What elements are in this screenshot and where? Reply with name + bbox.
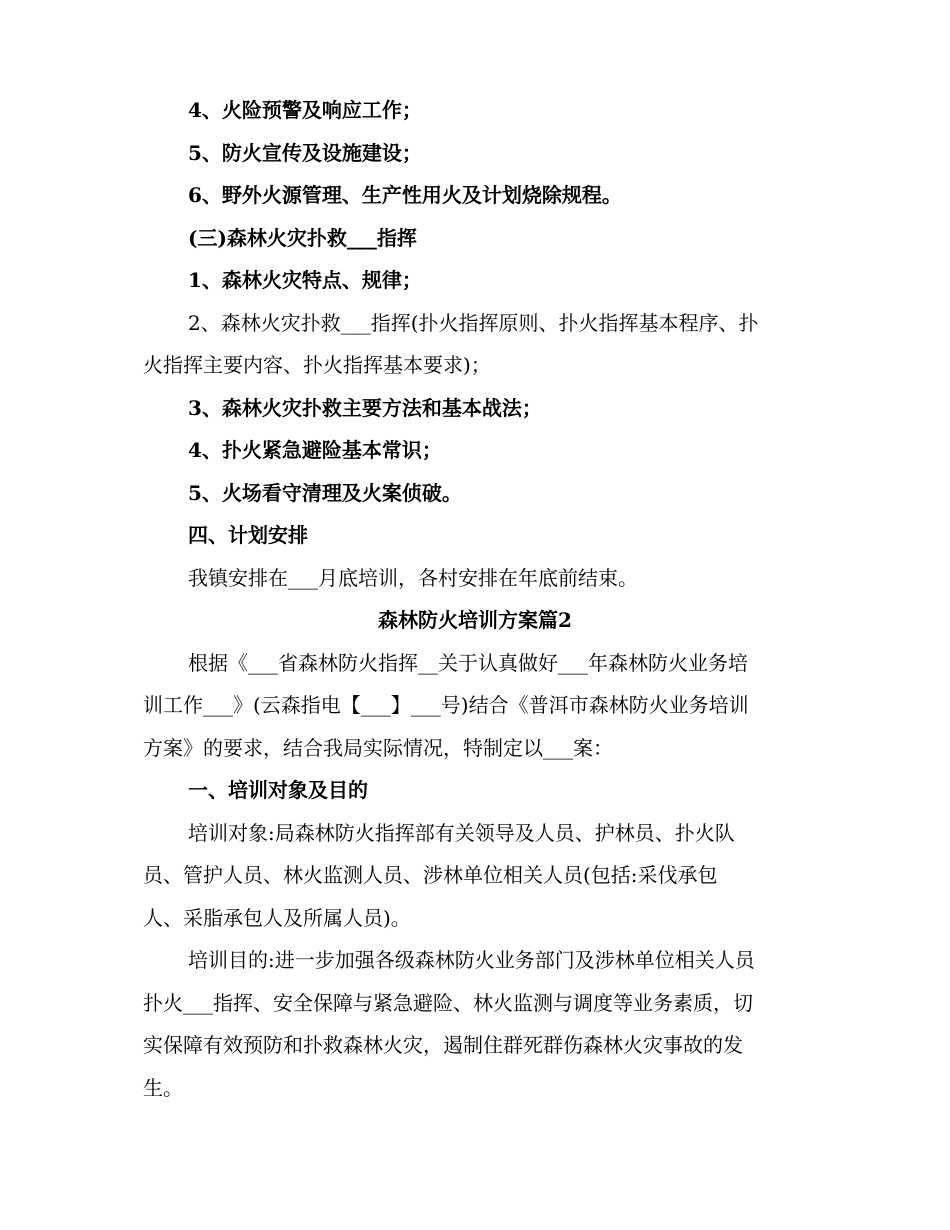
section-heading-training: 一、培训对象及目的 — [188, 778, 368, 802]
list-item-fire-scene: 5、火场看守清理及火案侦破。 — [188, 481, 462, 505]
paragraph-line: 员、管护人员、林火监测人员、涉林单位相关人员(包括:采伐承包 — [143, 863, 718, 887]
paragraph-line: 培训目的:进一步加强各级森林防火业务部门及涉林单位相关人员 — [188, 948, 755, 972]
section-title-text: 森林防火培训方案篇2 — [378, 608, 572, 632]
list-item-emergency: 4、扑火紧急避险基本常识； — [188, 438, 442, 462]
section-title — [0, 606, 950, 634]
paragraph-line: 2、森林火灾扑救___指挥(扑火指挥原则、扑火指挥基本程序、扑 — [188, 311, 759, 335]
list-item-fire-methods: 3、森林火灾扑救主要方法和基本战法； — [188, 396, 542, 420]
section-heading-fire-fighting: (三)森林火灾扑救___指挥 — [188, 226, 417, 250]
paragraph-line: 我镇安排在___月底培训，各村安排在年底前结束。 — [188, 566, 638, 590]
section-heading-plan: 四、计划安排 — [188, 523, 308, 547]
paragraph-line: 训工作___》(云森指电【___】___号)结合《普洱市森林防火业务培训 — [143, 693, 749, 717]
list-item-fire-warning: 4、火险预警及响应工作； — [188, 98, 422, 122]
paragraph-line: 根据《___省森林防火指挥__关于认真做好___年森林防火业务培 — [188, 651, 748, 675]
list-item-fire-source: 6、野外火源管理、生产性用火及计划烧除规程。 — [188, 183, 622, 207]
paragraph-line: 生。 — [143, 1076, 183, 1100]
list-item-fire-publicity: 5、防火宣传及设施建设； — [188, 141, 422, 165]
paragraph-line: 培训对象:局森林防火指挥部有关领导及人员、护林员、扑火队 — [188, 821, 735, 845]
paragraph-line: 火指挥主要内容、扑火指挥基本要求)； — [143, 353, 491, 377]
paragraph-line: 方案》的要求，结合我局实际情况，特制定以___案： — [143, 736, 613, 760]
list-item-fire-features: 1、森林火灾特点、规律； — [188, 268, 422, 292]
paragraph-line: 扑火___指挥、安全保障与紧急避险、林火监测与调度等业务素质，切 — [143, 991, 753, 1015]
paragraph-line: 实保障有效预防和扑救森林火灾，遏制住群死群伤森林火灾事故的发 — [143, 1033, 743, 1057]
paragraph-line: 人、采脂承包人及所属人员)。 — [143, 906, 411, 930]
